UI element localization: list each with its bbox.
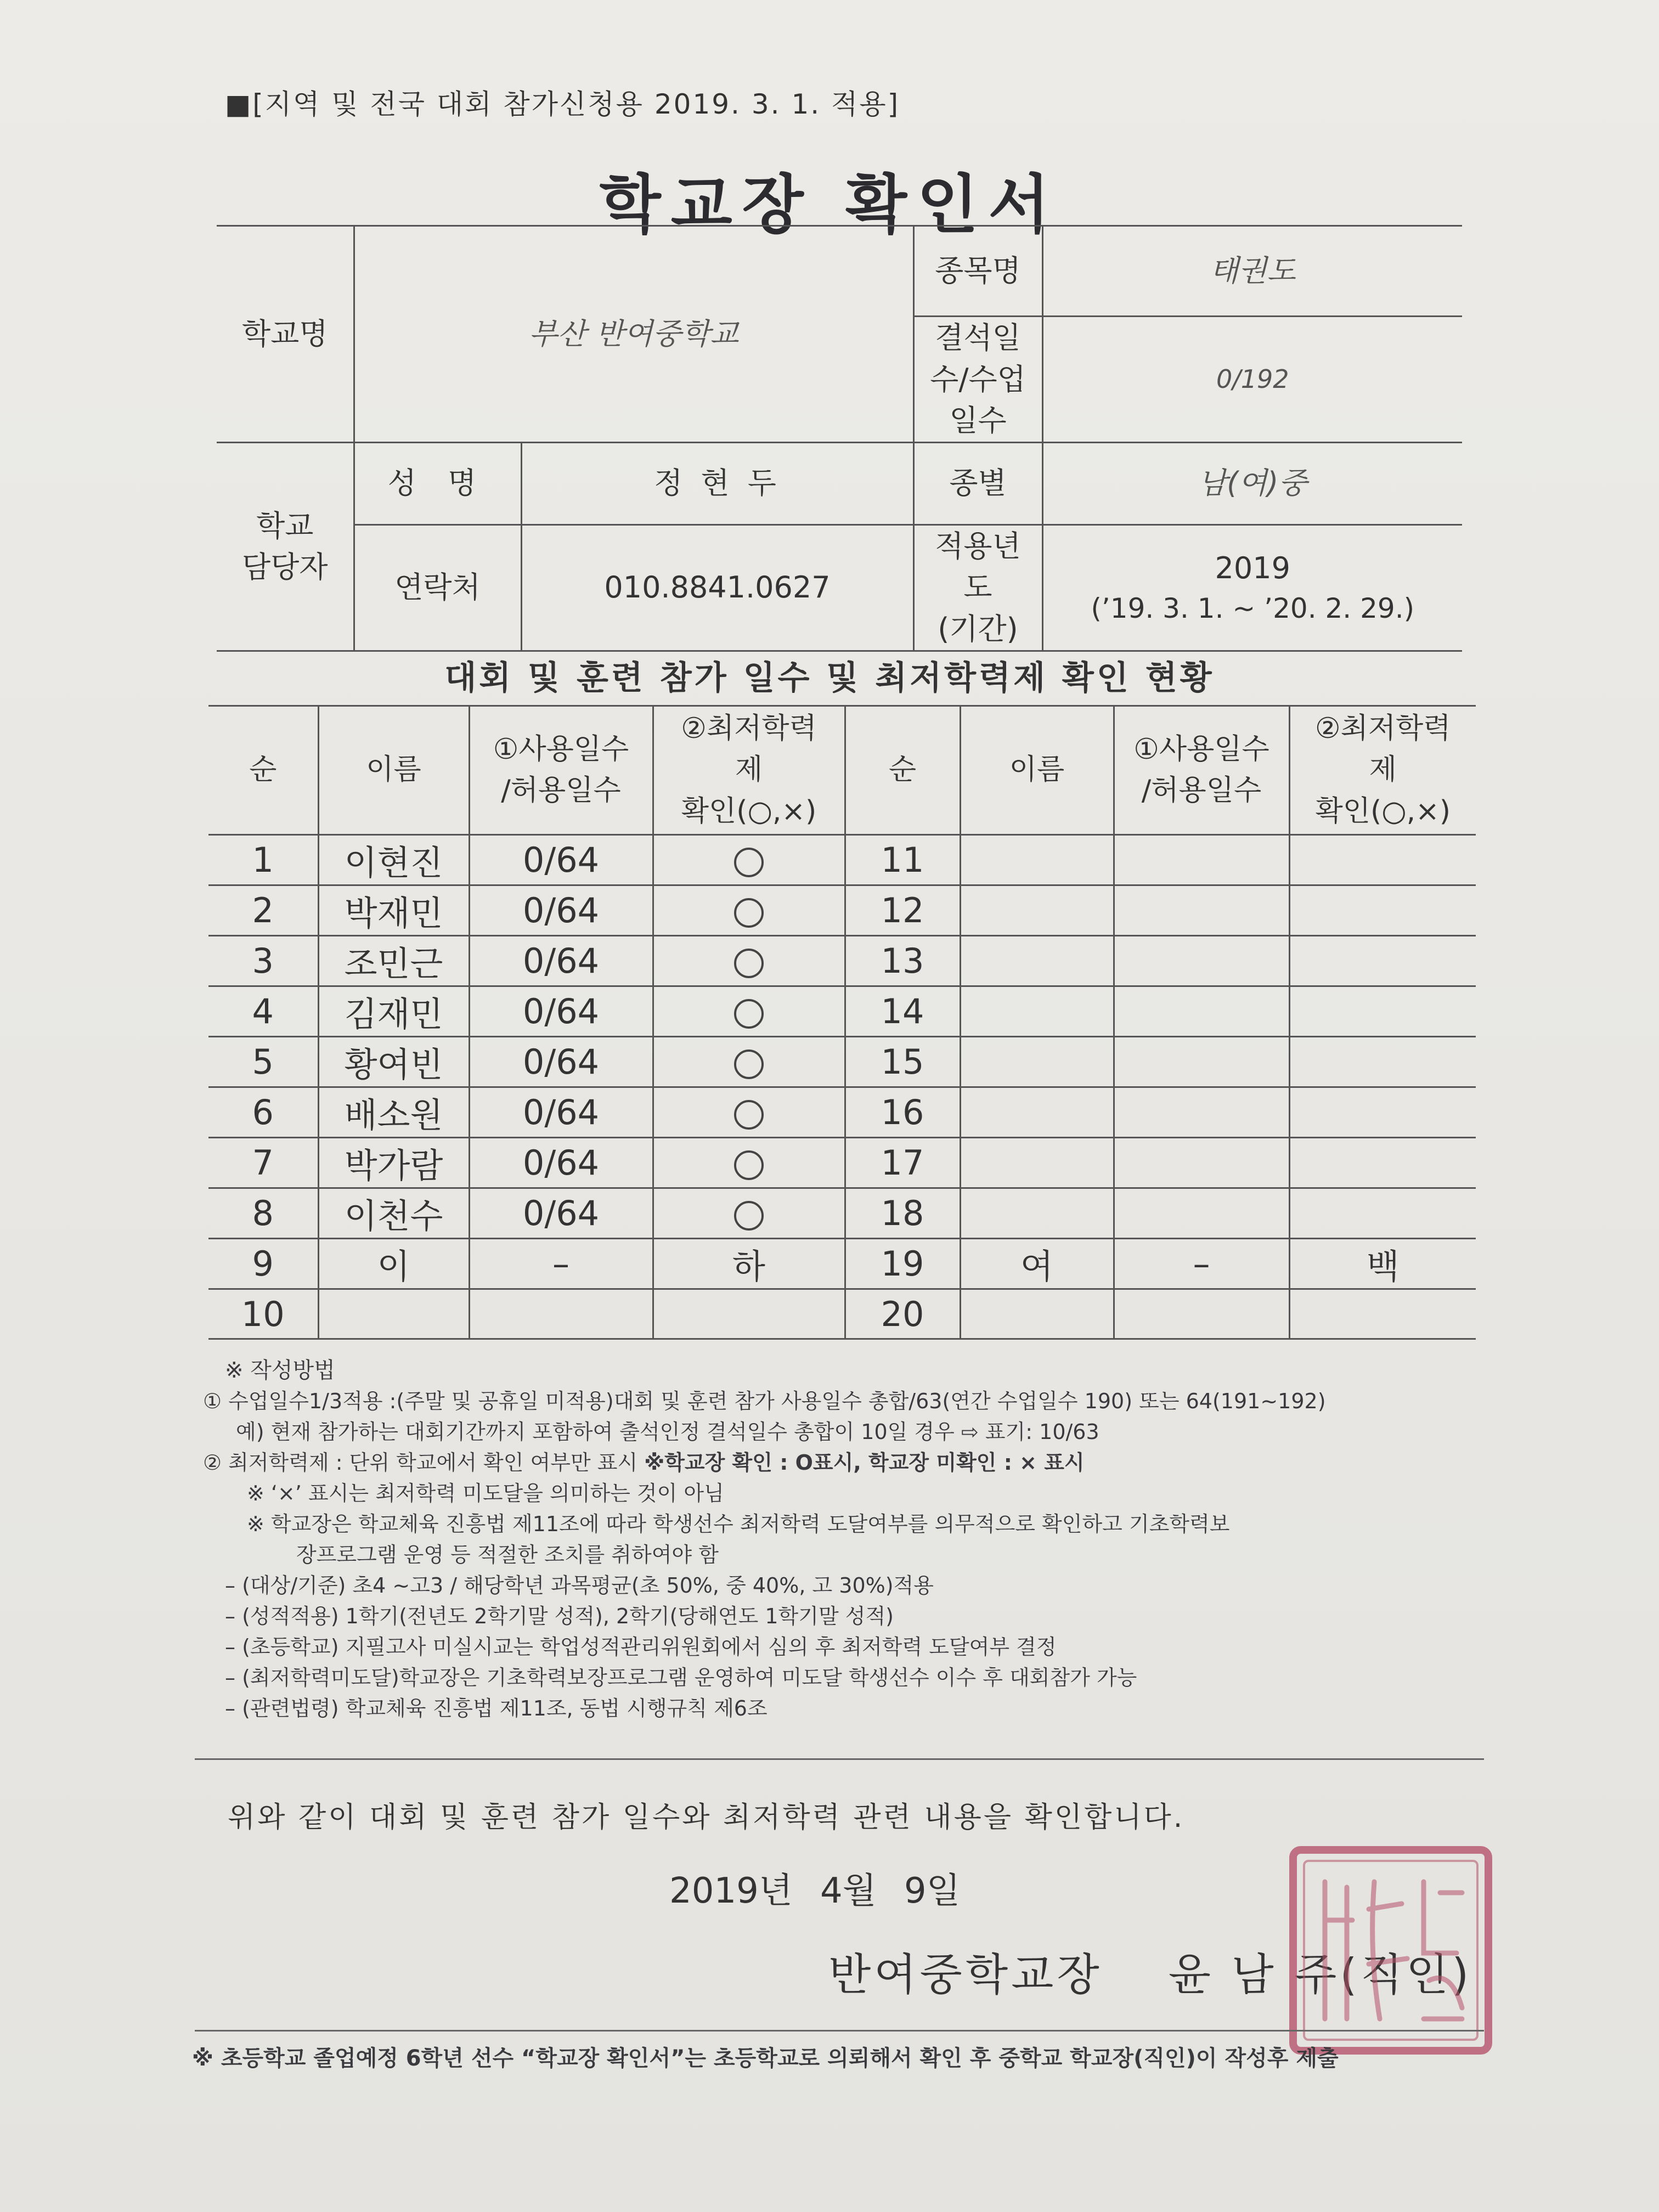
staff-label <box>217 442 354 651</box>
row-days: 0/64 <box>469 835 653 885</box>
col-name-left: 이름 <box>318 706 469 835</box>
footer-divider <box>195 2030 1484 2032</box>
year-value-cell <box>1042 524 1462 651</box>
row-check <box>1289 1037 1476 1087</box>
row-name: 이 <box>318 1239 469 1289</box>
row-check <box>653 1289 845 1339</box>
page-title: 학교장 확인서 <box>599 168 1060 242</box>
detail-5: – (관련법령) 학교체육 진흥법 제11조, 동법 시행규칙 제6조 <box>225 1696 768 1720</box>
col-check-left-line2: 제 <box>735 753 763 787</box>
signer-name: 윤 남 주(직인) <box>1168 1949 1472 2000</box>
row-no: 7 <box>208 1138 318 1188</box>
note-2-text: ② 최저학력제 : 단위 학교에서 확인 여부만 표시 <box>203 1451 645 1475</box>
col-check-right-line1: ②최저학력 <box>1314 712 1451 745</box>
row-check <box>653 835 845 885</box>
row-check: 하 <box>653 1239 845 1289</box>
row-days: 0/64 <box>469 885 653 936</box>
row-no: 3 <box>208 936 318 986</box>
staff-label-line2: 담당자 <box>242 550 328 585</box>
col-no-left: 순 <box>208 706 318 835</box>
school-label: 학교명 <box>217 226 354 443</box>
col-name-right: 이름 <box>960 706 1114 835</box>
row-check <box>1289 1188 1476 1239</box>
row-name <box>960 936 1114 986</box>
note-3: ※ ‘×’ 표시는 최저학력 미도달을 의미하는 것이 아님 <box>247 1481 724 1505</box>
col-check-left-line3: 확인(○,×) <box>681 794 817 828</box>
absence-label <box>913 317 1042 443</box>
contact-value: 010.8841.0627 <box>521 524 913 651</box>
absence-label-line2: 수/수업 <box>930 362 1026 397</box>
sport-value: 태권도 <box>1042 226 1462 317</box>
row-name <box>960 1087 1114 1138</box>
col-check-right-line3: 확인(○,×) <box>1315 794 1451 828</box>
row-days <box>1114 1037 1289 1087</box>
row-days: 0/64 <box>469 1138 653 1188</box>
row-days <box>1114 1087 1289 1138</box>
col-days-left-line1: ①사용일수 <box>493 732 629 766</box>
detail-2: – (성적적용) 1학기(전년도 2학기말 성적), 2학기(당해연도 1학기말 성적) <box>225 1604 894 1628</box>
row-no: 18 <box>845 1188 960 1239</box>
row-check <box>653 1087 845 1138</box>
row-check <box>653 1188 845 1239</box>
note-4: ※ 학교장은 학교체육 진흥법 제11조에 따라 학생선수 최저학력 도달여부를 의무적으로 확인하고 기초학력보 <box>247 1512 1230 1536</box>
row-name: 김재민 <box>318 986 469 1037</box>
year-label-line2: 도 <box>963 570 992 605</box>
col-check-left <box>653 706 845 835</box>
circle-mark-icon <box>734 898 764 928</box>
divider <box>195 1758 1484 1760</box>
staff-label-line1: 학교 <box>256 508 314 543</box>
row-days: – <box>1114 1239 1289 1289</box>
row-no: 4 <box>208 986 318 1037</box>
table-row <box>208 1239 1476 1289</box>
roster-table <box>208 705 1476 1340</box>
table-row <box>208 1087 1476 1138</box>
col-check-right-line2: 제 <box>1369 753 1397 787</box>
col-days-right <box>1114 706 1289 835</box>
table-row <box>208 1037 1476 1087</box>
circle-mark-icon <box>734 848 764 877</box>
col-days-left <box>469 706 653 835</box>
detail-4: – (최저학력미도달)학교장은 기초학력보장프로그램 운영하여 미도달 학생선수 이수 후 대회참가 가능 <box>225 1666 1137 1690</box>
row-no: 14 <box>845 986 960 1037</box>
year-label <box>913 524 1042 651</box>
table-row <box>208 1188 1476 1239</box>
school-value: 부산 반여중학교 <box>354 226 913 443</box>
contact-label: 연락처 <box>354 524 521 651</box>
col-check-left-line1: ②최저학력 <box>681 712 817 745</box>
row-days <box>1114 885 1289 936</box>
row-days: 0/64 <box>469 1037 653 1087</box>
table-row <box>208 936 1476 986</box>
row-check <box>653 1138 845 1188</box>
notes-section <box>203 1355 1498 1724</box>
detail-3: – (초등학교) 지필고사 미실시교는 학업성적관리위원회에서 심의 후 최저학력 도달여부 결정 <box>225 1635 1057 1659</box>
row-name <box>960 1138 1114 1188</box>
row-name: 박재민 <box>318 885 469 936</box>
row-days <box>469 1289 653 1339</box>
table-row <box>208 986 1476 1037</box>
row-no: 8 <box>208 1188 318 1239</box>
row-name: 박가람 <box>318 1138 469 1188</box>
row-days: – <box>469 1239 653 1289</box>
year-label-line1: 적용년 <box>935 528 1021 563</box>
gender-value: 남(여)중 <box>1042 442 1462 524</box>
row-name <box>960 1188 1114 1239</box>
row-days <box>1114 1289 1289 1339</box>
row-name <box>960 885 1114 936</box>
row-no: 1 <box>208 835 318 885</box>
circle-mark-icon <box>734 1150 764 1180</box>
col-days-left-line2: /허용일수 <box>501 774 621 807</box>
row-name: 조민근 <box>318 936 469 986</box>
form-subtitle: ■[지역 및 전국 대회 참가신청용 2019. 3. 1. 적용] <box>225 88 900 120</box>
row-no: 16 <box>845 1087 960 1138</box>
table-row <box>208 1289 1476 1339</box>
official-seal-stamp <box>1286 1843 1495 2057</box>
name-value: 정 현 두 <box>521 442 913 524</box>
absence-label-line1: 결석일 <box>935 320 1021 355</box>
row-days <box>1114 1188 1289 1239</box>
note-2-bold: ※학교장 확인 : O표시, 학교장 미확인 : × 표시 <box>644 1451 1085 1475</box>
row-check <box>1289 1138 1476 1188</box>
row-name <box>318 1289 469 1339</box>
signer-school: 반여중학교장 <box>828 1949 1103 2000</box>
row-name <box>960 1037 1114 1087</box>
year-label-line3: (기간) <box>938 611 1018 646</box>
absence-value: 0/192 <box>1042 317 1462 443</box>
table-row <box>208 885 1476 936</box>
row-no: 11 <box>845 835 960 885</box>
row-check <box>1289 936 1476 986</box>
gender-label: 종별 <box>913 442 1042 524</box>
row-check <box>1289 885 1476 936</box>
col-days-right-line1: ①사용일수 <box>1133 732 1269 766</box>
row-days <box>1114 936 1289 986</box>
confirmation-text: 위와 같이 대회 및 훈련 참가 일수와 최저학력 관련 내용을 확인합니다. <box>228 1801 1185 1834</box>
col-days-right-line2: /허용일수 <box>1141 774 1262 807</box>
row-name <box>960 835 1114 885</box>
signature-date: 2019년 4월 9일 <box>669 1871 961 1911</box>
note-2 <box>203 1447 1498 1478</box>
row-days <box>1114 835 1289 885</box>
row-no: 2 <box>208 885 318 936</box>
row-check <box>653 1037 845 1087</box>
col-no-right: 순 <box>845 706 960 835</box>
row-name: 이천수 <box>318 1188 469 1239</box>
table-row <box>208 1138 1476 1188</box>
row-no: 9 <box>208 1239 318 1289</box>
row-no: 20 <box>845 1289 960 1339</box>
sport-label: 종목명 <box>913 226 1042 317</box>
row-check <box>1289 1087 1476 1138</box>
row-name <box>960 1289 1114 1339</box>
year-value: 2019 <box>1215 551 1290 586</box>
row-days: 0/64 <box>469 1188 653 1239</box>
row-check <box>1289 986 1476 1037</box>
section-title: 대회 및 훈련 참가 일수 및 최저학력제 확인 현황 <box>444 659 1215 697</box>
row-days <box>1114 986 1289 1037</box>
detail-1: – (대상/기준) 초4 ~고3 / 해당학년 과목평균(초 50%, 중 40%, 고 30%)적용 <box>225 1573 934 1598</box>
notes-heading: ※ 작성방법 <box>225 1358 335 1383</box>
row-name: 이현진 <box>318 835 469 885</box>
row-no: 6 <box>208 1087 318 1138</box>
row-days: 0/64 <box>469 936 653 986</box>
row-name <box>960 986 1114 1037</box>
note-1: ① 수업일수1/3적용 :(주말 및 공휴일 미적용)대회 및 훈련 참가 사용일수 총합/63(연간 수업일수 190) 또는 64(191~192) <box>203 1389 1326 1413</box>
roster-body <box>208 835 1476 1339</box>
row-no: 13 <box>845 936 960 986</box>
row-check <box>653 936 845 986</box>
year-period: (’19. 3. 1. ~ ’20. 2. 29.) <box>1091 592 1415 624</box>
row-no: 19 <box>845 1239 960 1289</box>
circle-mark-icon <box>734 999 764 1029</box>
row-check: 백 <box>1289 1239 1476 1289</box>
footer-note: ※ 초등학교 졸업예정 6학년 선수 “학교장 확인서”는 초등학교로 의뢰해서 확인 후 중학교 학교장(직인)이 작성후 제출 <box>192 2046 1339 2071</box>
circle-mark-icon <box>734 1100 764 1130</box>
note-1-example: 예) 현재 참가하는 대회기간까지 포함하여 출석인정 결석일수 총합이 10일 경우 ⇨ 표기: 10/63 <box>236 1420 1099 1444</box>
name-label: 성 명 <box>354 442 521 524</box>
row-no: 12 <box>845 885 960 936</box>
circle-mark-icon <box>734 1049 764 1079</box>
row-days <box>1114 1138 1289 1188</box>
row-days: 0/64 <box>469 986 653 1037</box>
row-check <box>1289 835 1476 885</box>
circle-mark-icon <box>734 1201 764 1231</box>
row-check <box>653 986 845 1037</box>
row-name: 배소원 <box>318 1087 469 1138</box>
note-4-cont: 장프로그램 운영 등 적절한 조치를 취하여야 함 <box>296 1543 719 1567</box>
row-no: 10 <box>208 1289 318 1339</box>
row-no: 17 <box>845 1138 960 1188</box>
circle-mark-icon <box>734 949 764 978</box>
row-no: 15 <box>845 1037 960 1087</box>
row-check <box>1289 1289 1476 1339</box>
absence-label-line3: 일수 <box>949 403 1007 438</box>
table-row <box>208 835 1476 885</box>
info-table <box>217 225 1462 652</box>
row-no: 5 <box>208 1037 318 1087</box>
col-check-right <box>1289 706 1476 835</box>
row-name: 황여빈 <box>318 1037 469 1087</box>
row-days: 0/64 <box>469 1087 653 1138</box>
row-name: 여 <box>960 1239 1114 1289</box>
row-check <box>653 885 845 936</box>
